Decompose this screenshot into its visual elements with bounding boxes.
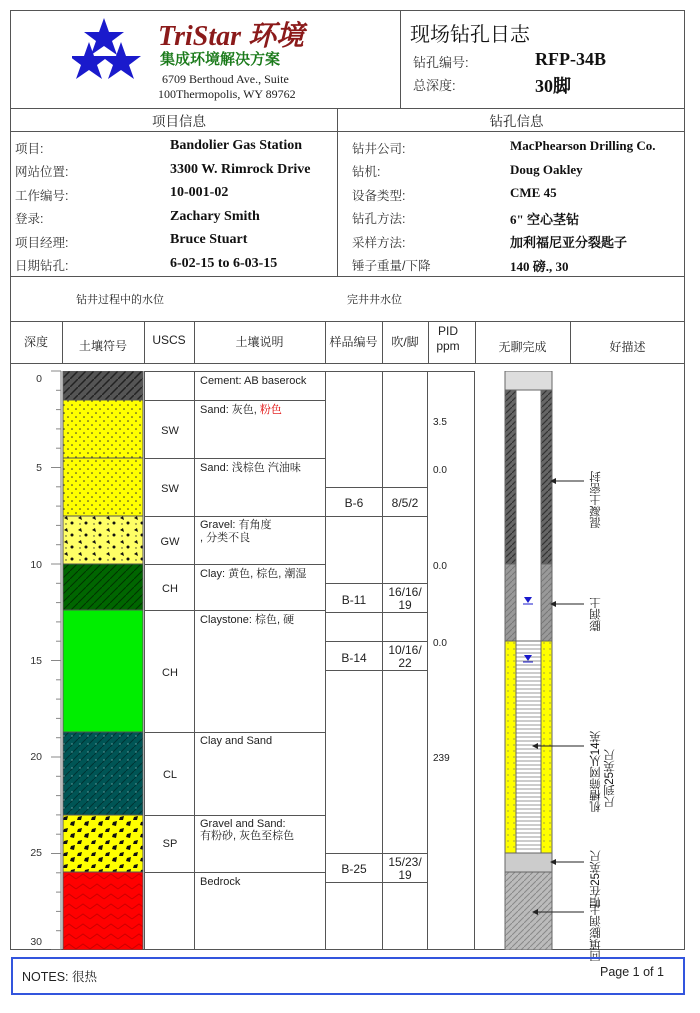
well-sandpack-right: [541, 641, 552, 853]
soil-layer-bedrock: [63, 872, 143, 950]
sample-blows-b6: 8/5/2: [391, 496, 419, 510]
well-backfill: [505, 872, 552, 950]
sample-blows-b25: 15/23/ 19: [388, 855, 422, 882]
sampling-method-label: 采样方法:: [352, 236, 406, 250]
col-uscs: USCS: [152, 333, 186, 347]
boring-no-value: RFP-34B: [535, 49, 606, 69]
well-surface-cap: [505, 371, 552, 390]
depth-axis: [46, 365, 62, 950]
sample-id-b6: B-6: [344, 496, 364, 510]
uscs-sw-1: SW: [161, 425, 179, 437]
pid-value-2: 0.0: [433, 465, 447, 476]
well-completion-diagram: [476, 371, 685, 950]
layer-desc-gravel-2: , 分类不良: [200, 532, 251, 544]
well-sandpack-left: [505, 641, 516, 853]
sample-id-b14: B-14: [341, 651, 367, 665]
layer-desc-sand-gray: Sand: 灰色, 粉色: [200, 404, 282, 416]
well-label-grout: 混凝土密封: [590, 471, 602, 529]
layer-desc-cement: Cement: AB baserock: [200, 375, 307, 387]
well-label-screen-1: 机槽筛网从14英: [590, 731, 602, 813]
section-drilling-info: 钻孔信息: [489, 114, 544, 129]
soil-layer-gravel-sand: [63, 815, 143, 872]
depth-tick-10: 10: [30, 559, 42, 571]
uscs-sw-2: SW: [161, 483, 179, 495]
pid-column: [428, 371, 475, 950]
soil-layer-sand-brown: [63, 458, 143, 516]
uscs-ch-1: CH: [162, 583, 178, 595]
col-description: 土壤说明: [235, 335, 284, 349]
well-label-bentonite: 膨润土: [590, 597, 602, 632]
site-location-label: 网站位置:: [15, 165, 69, 179]
col-depth: 深度: [23, 335, 48, 349]
footer-notes: NOTES: 很热: [22, 970, 98, 984]
water-level-completion: 完井井水位: [347, 294, 402, 306]
uscs-cl: CL: [162, 769, 178, 781]
col-soil-symbol: 土壤符号: [78, 339, 127, 353]
company-tagline: 集成环境解决方案: [160, 51, 281, 68]
job-number-value: 10-001-02: [170, 185, 229, 200]
well-label-endcap: 帽在25英尺: [590, 850, 602, 909]
address-line-2: 100Thermopolis, WY 89762: [158, 87, 296, 101]
col-well-desc: 好描述: [609, 340, 646, 354]
equipment-type-label: 设备类型:: [352, 189, 406, 203]
well-end-cap: [505, 853, 552, 872]
doc-title: 现场钻孔日志: [410, 24, 530, 46]
soil-layer-clay: [63, 564, 143, 610]
layer-desc-sand-brown: Sand: 浅棕色 汽油味: [200, 462, 301, 474]
logged-by-value: Zachary Smith: [170, 209, 260, 224]
layer-desc-gravel-sand-1: Gravel and Sand:: [200, 818, 286, 830]
well-casing: [516, 390, 541, 641]
pid-value-4: 0.0: [433, 638, 447, 649]
footer-page: Page 1 of 1: [600, 965, 664, 979]
layer-desc-claystone: Claystone: 棕色, 硬: [200, 614, 295, 626]
equipment-type-value: CME 45: [510, 185, 557, 200]
project-label: 项目:: [15, 142, 44, 156]
layer-desc-gravel-1: Gravel: 有角度: [200, 519, 272, 531]
address-line-1: 6709 Berthoud Ave., Suite: [162, 72, 289, 86]
pid-value-3: 0.0: [433, 561, 447, 572]
layer-desc-gravel-sand-2: 有粉砂, 灰色至棕色: [200, 830, 295, 842]
soil-layer-gravel: [63, 516, 143, 564]
layer-desc-clay-sand: Clay and Sand: [200, 735, 273, 747]
soil-symbol-column: [62, 371, 144, 950]
soil-layer-claystone: [63, 610, 143, 732]
well-bentonite-left: [505, 564, 516, 641]
depth-tick-0: 0: [36, 373, 42, 385]
sample-id-b25: B-25: [341, 862, 367, 876]
hammer-weight-value: 140 磅., 30: [510, 259, 569, 274]
hammer-weight-label: 锤子重量/下降: [352, 259, 431, 273]
date-drilled-label: 日期钻孔:: [15, 259, 69, 273]
project-manager-label: 项目经理:: [15, 236, 69, 250]
well-label-screen-2: 尺到25英尺: [604, 749, 616, 808]
sample-id-b11: B-11: [341, 593, 367, 607]
total-depth-label: 总深度:: [413, 78, 456, 93]
sample-blows-b11: 16/16/ 19: [388, 585, 422, 612]
driller-label: 钻机:: [352, 165, 381, 179]
depth-tick-15: 15: [30, 655, 42, 667]
logo-wordmark: TriStar 环境: [158, 21, 305, 52]
footer-box: [11, 957, 685, 995]
project-value: Bandolier Gas Station: [170, 138, 302, 153]
well-label-backfill: 回填膨润土: [590, 904, 602, 962]
pid-value-1: 3.5: [433, 417, 447, 428]
soil-layer-clay-sand: [63, 732, 143, 815]
col-completion: 无聊完成: [498, 340, 547, 354]
uscs-sp: SP: [162, 838, 178, 850]
drilling-company-label: 钻井公司:: [352, 142, 406, 156]
col-blows: 吹/脚: [391, 335, 419, 349]
well-grout-left: [505, 390, 516, 564]
site-location-value: 3300 W. Rimrock Drive: [170, 162, 311, 177]
uscs-ch-2: CH: [162, 667, 178, 679]
soil-layer-sand-gray: [63, 400, 143, 458]
section-project-info: 项目信息: [152, 114, 206, 129]
water-level-during: 钻井过程中的水位: [76, 294, 164, 306]
depth-tick-25: 25: [30, 847, 42, 859]
col-pid: PID ppm: [436, 324, 460, 353]
boring-no-label: 钻孔编号:: [413, 55, 469, 70]
drilling-method-value: 6" 空心茎钻: [510, 212, 579, 227]
layer-desc-clay: Clay: 黄色, 棕色, 潮湿: [200, 568, 307, 580]
job-number-label: 工作编号:: [15, 189, 69, 203]
date-drilled-value: 6-02-15 to 6-03-15: [170, 256, 278, 271]
pid-value-5: 239: [433, 753, 450, 764]
well-grout-right: [541, 390, 552, 564]
sampling-method-value: 加利福尼亚分裂匙子: [510, 235, 628, 250]
logged-by-label: 登录:: [15, 212, 44, 226]
total-depth-value: 30脚: [535, 76, 571, 96]
project-manager-value: Bruce Stuart: [170, 232, 248, 247]
uscs-gw: GW: [160, 536, 180, 548]
sample-blows-b14: 10/16/ 22: [388, 643, 422, 670]
col-sample-no: 样品编号: [329, 335, 378, 349]
well-bentonite-right: [541, 564, 552, 641]
depth-tick-20: 20: [30, 751, 42, 763]
drilling-method-label: 钻孔方法:: [352, 212, 406, 226]
logo-stars-icon: [72, 16, 142, 80]
soil-layer-cement: [63, 371, 143, 400]
depth-tick-5: 5: [36, 462, 42, 474]
driller-value: Doug Oakley: [510, 162, 583, 177]
layer-desc-bedrock: Bedrock: [200, 876, 241, 888]
drilling-company-value: MacPhearson Drilling Co.: [510, 138, 656, 153]
depth-tick-30: 30: [30, 936, 42, 948]
